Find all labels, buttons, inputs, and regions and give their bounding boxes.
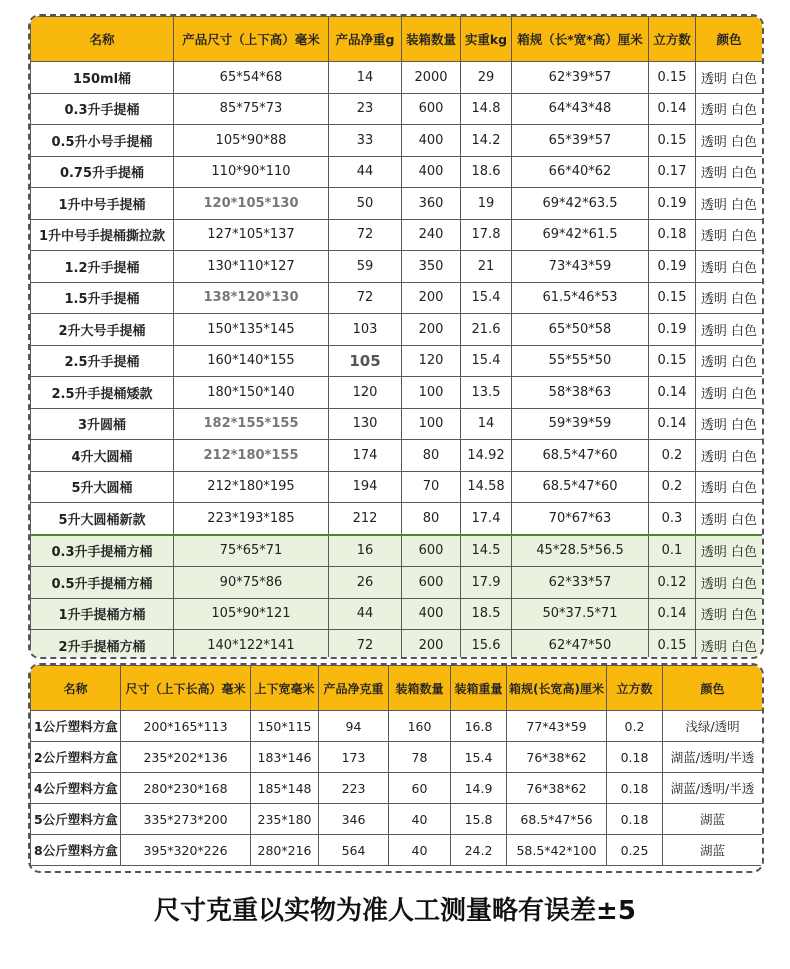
table-cell: 78 [389, 742, 451, 773]
header-cell: 箱规（长*宽*高）厘米 [512, 17, 649, 62]
table-cell: 透明 白色 [696, 62, 763, 94]
table-cell: 100 [402, 408, 461, 440]
header-cell: 颜色 [696, 17, 763, 62]
table-row [31, 282, 763, 314]
table-cell: 0.25 [607, 835, 663, 866]
table-row [31, 377, 763, 409]
table-row [31, 471, 763, 503]
table-cell: 45*28.5*56.5 [512, 535, 649, 567]
table-row [31, 93, 763, 125]
box-spec-table-container [28, 663, 764, 873]
product-name-cell: 2.5升手提桶 [31, 345, 174, 377]
table-cell: 23 [329, 93, 402, 125]
table-cell: 77*43*59 [507, 711, 607, 742]
table-cell: 0.18 [607, 804, 663, 835]
table-cell: 400 [402, 156, 461, 188]
table-cell: 103 [329, 314, 402, 346]
table-cell: 564 [319, 835, 389, 866]
table-cell: 61.5*46*53 [512, 282, 649, 314]
table-cell: 17.9 [461, 567, 512, 599]
table-row [31, 314, 763, 346]
table-cell: 0.19 [649, 251, 696, 283]
table-cell: 100 [402, 377, 461, 409]
table-row [31, 598, 763, 630]
table-row [31, 345, 763, 377]
table-cell: 120*105*130 [174, 188, 329, 220]
table-cell: 76*38*62 [507, 773, 607, 804]
table-cell: 120 [329, 377, 402, 409]
table-cell: 透明 白色 [696, 282, 763, 314]
product-name-cell: 1公斤塑料方盒 [31, 711, 121, 742]
table-cell: 400 [402, 598, 461, 630]
table-cell: 72 [329, 630, 402, 660]
table-cell: 0.18 [607, 773, 663, 804]
table-cell: 15.4 [461, 282, 512, 314]
box-spec-table [30, 665, 763, 866]
table-cell: 212 [329, 503, 402, 535]
table-cell: 44 [329, 156, 402, 188]
table-cell: 70 [402, 471, 461, 503]
table-cell: 14.58 [461, 471, 512, 503]
table-cell: 透明 白色 [696, 219, 763, 251]
table-row [31, 188, 763, 220]
product-name-cell: 3升圆桶 [31, 408, 174, 440]
table-cell: 透明 白色 [696, 630, 763, 660]
table-cell: 透明 白色 [696, 251, 763, 283]
table-cell: 14.5 [461, 535, 512, 567]
table-cell: 72 [329, 219, 402, 251]
table-cell: 13.5 [461, 377, 512, 409]
table-cell: 0.15 [649, 345, 696, 377]
table-cell: 15.8 [451, 804, 507, 835]
table-cell: 68.5*47*60 [512, 471, 649, 503]
table-cell: 15.4 [451, 742, 507, 773]
table-cell: 60 [389, 773, 451, 804]
table-cell: 240 [402, 219, 461, 251]
table-cell: 350 [402, 251, 461, 283]
table-cell: 183*146 [251, 742, 319, 773]
table-cell: 212*180*195 [174, 471, 329, 503]
table-cell: 600 [402, 567, 461, 599]
table-cell: 62*47*50 [512, 630, 649, 660]
table-row [31, 835, 763, 866]
product-name-cell: 1.5升手提桶 [31, 282, 174, 314]
table-cell: 透明 白色 [696, 93, 763, 125]
table-cell: 174 [329, 440, 402, 472]
table-cell: 29 [461, 62, 512, 94]
table-row [31, 742, 763, 773]
table-cell: 140*122*141 [174, 630, 329, 660]
table-cell: 127*105*137 [174, 219, 329, 251]
product-name-cell: 2.5升手提桶矮款 [31, 377, 174, 409]
product-name-cell: 4升大圆桶 [31, 440, 174, 472]
table-cell: 湖蓝/透明/半透 [663, 773, 763, 804]
bucket-table-header-row [31, 17, 763, 62]
table-cell: 透明 白色 [696, 598, 763, 630]
table-cell: 16.8 [451, 711, 507, 742]
product-name-cell: 0.3升手提桶 [31, 93, 174, 125]
table-cell: 0.2 [649, 440, 696, 472]
product-name-cell: 0.3升手提桶方桶 [31, 535, 174, 567]
table-cell: 80 [402, 440, 461, 472]
table-cell: 346 [319, 804, 389, 835]
table-cell: 33 [329, 125, 402, 157]
table-cell: 0.14 [649, 408, 696, 440]
table-cell: 280*216 [251, 835, 319, 866]
table-cell: 69*42*61.5 [512, 219, 649, 251]
table-cell: 72 [329, 282, 402, 314]
header-cell: 名称 [31, 666, 121, 711]
table-cell: 65*50*58 [512, 314, 649, 346]
table-cell: 50 [329, 188, 402, 220]
table-cell: 120 [402, 345, 461, 377]
table-cell: 223*193*185 [174, 503, 329, 535]
header-cell: 产品尺寸（上下高）毫米 [174, 17, 329, 62]
table-cell: 59 [329, 251, 402, 283]
product-name-cell: 5公斤塑料方盒 [31, 804, 121, 835]
table-cell: 0.2 [649, 471, 696, 503]
table-cell: 0.14 [649, 93, 696, 125]
table-cell: 26 [329, 567, 402, 599]
table-cell: 73*43*59 [512, 251, 649, 283]
table-cell: 0.19 [649, 188, 696, 220]
table-cell: 395*320*226 [121, 835, 251, 866]
table-cell: 200 [402, 314, 461, 346]
table-cell: 59*39*59 [512, 408, 649, 440]
table-cell: 透明 白色 [696, 535, 763, 567]
table-cell: 14.9 [451, 773, 507, 804]
table-cell: 69*42*63.5 [512, 188, 649, 220]
table-cell: 湖蓝 [663, 835, 763, 866]
table-cell: 235*202*136 [121, 742, 251, 773]
table-cell: 65*39*57 [512, 125, 649, 157]
table-cell: 58.5*42*100 [507, 835, 607, 866]
table-cell: 0.15 [649, 62, 696, 94]
table-row [31, 567, 763, 599]
header-cell: 装箱数量 [402, 17, 461, 62]
table-cell: 透明 白色 [696, 567, 763, 599]
table-cell: 600 [402, 93, 461, 125]
table-cell: 14.92 [461, 440, 512, 472]
header-cell: 立方数 [649, 17, 696, 62]
table-cell: 透明 白色 [696, 345, 763, 377]
table-cell: 182*155*155 [174, 408, 329, 440]
header-cell: 装箱重量 [451, 666, 507, 711]
table-cell: 透明 白色 [696, 471, 763, 503]
table-cell: 透明 白色 [696, 503, 763, 535]
table-row [31, 62, 763, 94]
table-row [31, 125, 763, 157]
table-cell: 280*230*168 [121, 773, 251, 804]
table-cell: 0.17 [649, 156, 696, 188]
table-cell: 160*140*155 [174, 345, 329, 377]
table-cell: 80 [402, 503, 461, 535]
table-cell: 185*148 [251, 773, 319, 804]
box-table-header-row [31, 666, 763, 711]
table-cell: 50*37.5*71 [512, 598, 649, 630]
product-name-cell: 2升大号手提桶 [31, 314, 174, 346]
table-cell: 58*38*63 [512, 377, 649, 409]
table-row [31, 630, 763, 660]
product-name-cell: 5升大圆桶新款 [31, 503, 174, 535]
table-cell: 湖蓝/透明/半透 [663, 742, 763, 773]
table-row [31, 773, 763, 804]
table-cell: 68.5*47*60 [512, 440, 649, 472]
product-name-cell: 0.5升小号手提桶 [31, 125, 174, 157]
table-cell: 110*90*110 [174, 156, 329, 188]
product-name-cell: 1.2升手提桶 [31, 251, 174, 283]
bucket-spec-table [30, 16, 763, 659]
table-cell: 75*65*71 [174, 535, 329, 567]
table-cell: 70*67*63 [512, 503, 649, 535]
table-cell: 0.14 [649, 598, 696, 630]
header-cell: 实重kg [461, 17, 512, 62]
table-cell: 19 [461, 188, 512, 220]
product-name-cell: 1升手提桶方桶 [31, 598, 174, 630]
table-cell: 21 [461, 251, 512, 283]
table-cell: 0.15 [649, 282, 696, 314]
table-cell: 40 [389, 835, 451, 866]
table-cell: 21.6 [461, 314, 512, 346]
table-cell: 14.8 [461, 93, 512, 125]
table-cell: 0.19 [649, 314, 696, 346]
table-cell: 150*115 [251, 711, 319, 742]
table-cell: 130*110*127 [174, 251, 329, 283]
table-cell: 0.15 [649, 125, 696, 157]
table-cell: 40 [389, 804, 451, 835]
table-cell: 150*135*145 [174, 314, 329, 346]
table-cell: 85*75*73 [174, 93, 329, 125]
table-cell: 200*165*113 [121, 711, 251, 742]
table-cell: 105*90*121 [174, 598, 329, 630]
table-cell: 0.14 [649, 377, 696, 409]
table-cell: 17.8 [461, 219, 512, 251]
bucket-spec-table-container [28, 14, 764, 659]
table-cell: 0.2 [607, 711, 663, 742]
header-cell: 立方数 [607, 666, 663, 711]
table-cell: 16 [329, 535, 402, 567]
table-cell: 62*39*57 [512, 62, 649, 94]
product-name-cell: 0.75升手提桶 [31, 156, 174, 188]
product-name-cell: 0.5升手提桶方桶 [31, 567, 174, 599]
header-cell: 颜色 [663, 666, 763, 711]
table-cell: 14.2 [461, 125, 512, 157]
table-cell: 0.18 [649, 219, 696, 251]
header-cell: 上下宽毫米 [251, 666, 319, 711]
table-cell: 200 [402, 630, 461, 660]
table-cell: 透明 白色 [696, 188, 763, 220]
table-cell: 透明 白色 [696, 156, 763, 188]
product-name-cell: 5升大圆桶 [31, 471, 174, 503]
table-cell: 64*43*48 [512, 93, 649, 125]
header-cell: 箱规(长宽高)厘米 [507, 666, 607, 711]
table-cell: 600 [402, 535, 461, 567]
table-cell: 湖蓝 [663, 804, 763, 835]
product-name-cell: 1升中号手提桶 [31, 188, 174, 220]
header-cell: 尺寸（上下长高）毫米 [121, 666, 251, 711]
table-cell: 透明 白色 [696, 125, 763, 157]
table-cell: 105 [329, 345, 402, 377]
table-cell: 235*180 [251, 804, 319, 835]
table-cell: 180*150*140 [174, 377, 329, 409]
product-name-cell: 150ml桶 [31, 62, 174, 94]
table-cell: 94 [319, 711, 389, 742]
product-name-cell: 2升手提桶方桶 [31, 630, 174, 660]
table-cell: 76*38*62 [507, 742, 607, 773]
table-cell: 62*33*57 [512, 567, 649, 599]
table-row [31, 408, 763, 440]
table-cell: 173 [319, 742, 389, 773]
table-cell: 0.15 [649, 630, 696, 660]
header-cell: 产品净重g [329, 17, 402, 62]
table-cell: 透明 白色 [696, 377, 763, 409]
table-cell: 335*273*200 [121, 804, 251, 835]
table-cell: 15.4 [461, 345, 512, 377]
table-cell: 138*120*130 [174, 282, 329, 314]
table-cell: 400 [402, 125, 461, 157]
table-cell: 44 [329, 598, 402, 630]
table-cell: 55*55*50 [512, 345, 649, 377]
table-cell: 223 [319, 773, 389, 804]
table-cell: 浅绿/透明 [663, 711, 763, 742]
header-cell: 装箱数量 [389, 666, 451, 711]
table-cell: 360 [402, 188, 461, 220]
table-row [31, 251, 763, 283]
table-row [31, 711, 763, 742]
table-cell: 68.5*47*56 [507, 804, 607, 835]
table-cell: 15.6 [461, 630, 512, 660]
table-cell: 14 [461, 408, 512, 440]
table-cell: 200 [402, 282, 461, 314]
table-cell: 160 [389, 711, 451, 742]
table-row [31, 503, 763, 535]
table-row [31, 219, 763, 251]
product-name-cell: 8公斤塑料方盒 [31, 835, 121, 866]
table-cell: 130 [329, 408, 402, 440]
table-cell: 14 [329, 62, 402, 94]
table-cell: 18.5 [461, 598, 512, 630]
measurement-disclaimer: 尺寸克重以实物为准人工测量略有误差±5 [154, 896, 636, 926]
table-cell: 透明 白色 [696, 408, 763, 440]
table-cell: 66*40*62 [512, 156, 649, 188]
table-cell: 0.12 [649, 567, 696, 599]
table-row [31, 535, 763, 567]
table-cell: 0.18 [607, 742, 663, 773]
product-name-cell: 2公斤塑料方盒 [31, 742, 121, 773]
table-row [31, 156, 763, 188]
table-cell: 65*54*68 [174, 62, 329, 94]
table-row [31, 440, 763, 472]
table-cell: 105*90*88 [174, 125, 329, 157]
table-cell: 2000 [402, 62, 461, 94]
table-cell: 90*75*86 [174, 567, 329, 599]
table-cell: 0.3 [649, 503, 696, 535]
table-cell: 透明 白色 [696, 440, 763, 472]
table-row [31, 804, 763, 835]
product-name-cell: 4公斤塑料方盒 [31, 773, 121, 804]
table-cell: 18.6 [461, 156, 512, 188]
table-cell: 0.1 [649, 535, 696, 567]
table-cell: 17.4 [461, 503, 512, 535]
product-name-cell: 1升中号手提桶撕拉款 [31, 219, 174, 251]
table-cell: 212*180*155 [174, 440, 329, 472]
table-cell: 194 [329, 471, 402, 503]
table-cell: 透明 白色 [696, 314, 763, 346]
table-cell: 24.2 [451, 835, 507, 866]
header-cell: 产品净克重 [319, 666, 389, 711]
header-cell: 名称 [31, 17, 174, 62]
